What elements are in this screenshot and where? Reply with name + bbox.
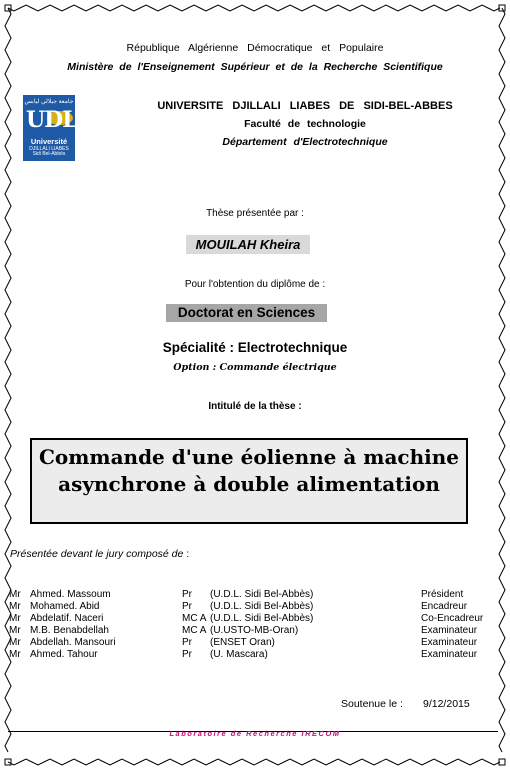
jury-institution: (U.USTO-MB-Oran) (210, 625, 299, 636)
obtain-label: Pour l'obtention du diplôme de : (184, 279, 326, 290)
jury-member-row (9, 649, 483, 661)
lab-name: Laboratoire de Recherche IRECOM (169, 729, 341, 738)
jury-institution: (U.D.L. Sidi Bel-Abbès) (210, 589, 314, 600)
jury-institution: (U.D.L. Sidi Bel-Abbès) (210, 613, 314, 624)
jury-civility: Mr (9, 601, 21, 612)
jury-institution: (U.D.L. Sidi Bel-Abbès) (210, 601, 314, 612)
logo-mark: UDL (26, 107, 77, 133)
logo-subname: DJILLALI LIABES Sidi Bel-Abbès (29, 146, 69, 157)
defense-date: 9/12/2015 (423, 698, 470, 710)
ministry-header: Ministère de l'Enseignement Supérieur et de la Recherche Scientifique (67, 61, 443, 73)
faculty-name: Faculté de technologie (244, 118, 366, 130)
university-name: UNIVERSITE DJILLALI LIABES DE SIDI-BEL-ABBES (157, 100, 453, 112)
jury-member-row (9, 613, 483, 625)
thesis-title-line-2: asynchrone à double alimentation (58, 472, 440, 496)
jury-grade: Pr (182, 649, 192, 660)
thesis-title-box (30, 438, 468, 524)
jury-civility: Mr (9, 589, 21, 600)
defense-label: Soutenue le : (341, 698, 403, 710)
jury-intro: Présentée devant le jury composé de : (10, 548, 190, 560)
jury-role: Encadreur (421, 601, 468, 612)
jury-name: Abdellah. Mansouri (30, 637, 116, 648)
jury-name: Ahmed. Massoum (30, 589, 111, 600)
jury-grade: MC A (182, 613, 207, 624)
republic-header: République Algérienne Démocratique et Populaire (126, 42, 384, 54)
jury-institution: (ENSET Oran) (210, 637, 275, 648)
diploma-name: Doctorat en Sciences (166, 304, 327, 322)
jury-grade: Pr (182, 637, 192, 648)
thesis-title-line-1: Commande d'une éolienne à machine (38, 445, 459, 469)
jury-table (9, 589, 483, 661)
jury-name: Abdelatif. Naceri (30, 613, 104, 624)
jury-civility: Mr (9, 637, 21, 648)
presented-by-label: Thèse présentée par : (206, 208, 304, 219)
jury-member-row (9, 601, 483, 613)
jury-member-row (9, 589, 483, 601)
jury-grade: Pr (182, 601, 192, 612)
author-name: MOUILAH Kheira (186, 235, 310, 254)
jury-grade: Pr (182, 589, 192, 600)
jury-role: Examinateur (421, 649, 478, 660)
jury-role: Examinateur (421, 625, 478, 636)
thesis-title-label: Intitulé de la thèse : (208, 401, 302, 412)
jury-role: Président (421, 589, 464, 600)
jury-civility: Mr (9, 613, 21, 624)
university-logo (23, 95, 75, 161)
jury-name: Ahmed. Tahour (30, 649, 98, 660)
jury-member-row (9, 637, 483, 649)
jury-member-row (9, 625, 483, 637)
jury-grade: MC A (182, 625, 207, 636)
jury-institution: (U. Mascara) (210, 649, 268, 660)
jury-name: M.B. Benabdellah (30, 625, 109, 636)
jury-role: Examinateur (421, 637, 478, 648)
option: Option : Commande électrique (173, 362, 337, 373)
jury-civility: Mr (9, 649, 21, 660)
jury-role: Co-Encadreur (421, 613, 484, 624)
jury-civility: Mr (9, 625, 21, 636)
department-name: Département d'Electrotechnique (222, 136, 388, 148)
jury-name: Mohamed. Abid (30, 601, 100, 612)
speciality: Spécialité : Electrotechnique (162, 340, 348, 355)
logo-name: Université (30, 137, 68, 146)
logo-arabic-text: جامعة جيلالي ليابس (24, 99, 74, 105)
